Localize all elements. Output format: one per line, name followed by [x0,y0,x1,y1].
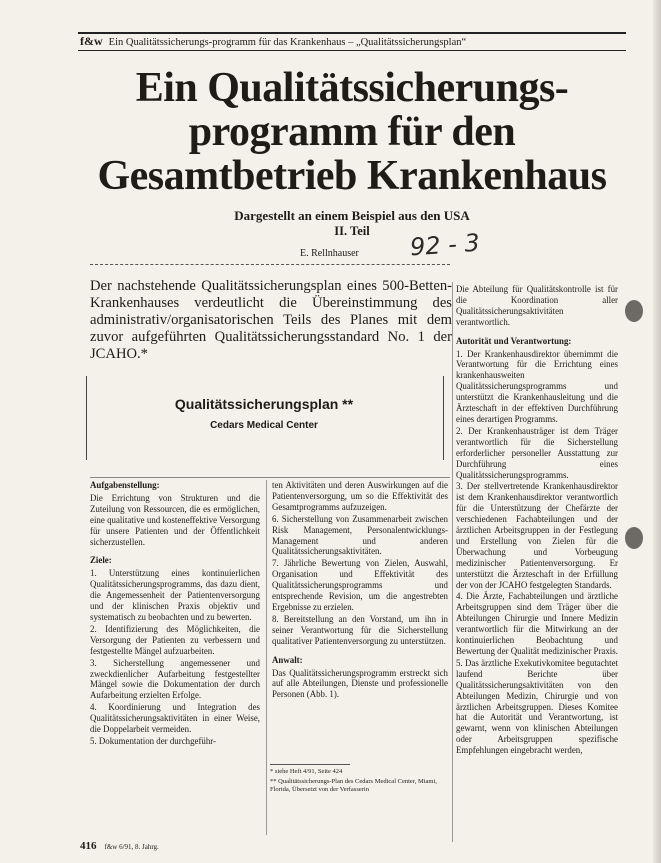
intro-paragraph: Der nachstehende Qualitätssicherungsplan eines 500-Betten-Krankenhauses verdeutlicht die Übereinstimmung des administrativ/organisatorischen Teils des Planes mit dem zuvor aufgeführten Qualitätssicherungsstandard No. 1 der JCAHO.* [90,278,452,362]
column-divider [452,282,453,842]
column-2 [272,480,448,701]
article-title [72,66,632,198]
plan-subtitle: Cedars Medical Center [210,420,318,431]
paragraph: Das Qualitätssicherungsprogramm erstreckt sich auf alle Abteilungen, Dienste und professionelle Personen (Abb. 1). [272,667,448,700]
column-divider [266,480,267,835]
list-item: 2. Der Krankenhausträger ist dem Träger verantwortlich für die Sicherstellung erforderlicher personeller Ausstattung zur Durchführung eines Qualitätssicherungsprogramms. [456,425,618,480]
column-3 [456,284,618,757]
plan-box [86,376,444,460]
running-header [78,32,626,51]
list-item: 3. Der stellvertretende Krankenhausdirektor ist dem Krankenhausdirektor verantwortlich für die Unterstützung der Chefärzte der verschiedenen Fachabteilungen und der ärztlichen Arbeitsgruppen in der Festlegung und Erstellung von Zielen für die Überwachung und Vorbeugung medizinischer Patientenversorgung. Er unterstützt die Ärzteschaft in der Erfüllung der von der JCAHO festgelegten Standards. [456,481,618,590]
list-item: 4. Die Ärzte, Fachabteilungen und ärztliche Arbeitsgruppen sind dem Träger über die Abteilungen Chirurgie und Innere Medizin verantwortlich für die Mitwirkung an der kontinuierlichen Beobachtung und Bewertung der Qualität medizinischer Praxis. [456,591,618,656]
footnote: * siehe Heft 4/91, Seite 424 [270,768,343,775]
list-item: 3. Sicherstellung angemessener und zweckdienlicher Aufarbeitung festgestellter Mängel sowie die Dokumentation der durch Aufarbeitung erzielten Erfolge. [90,657,260,701]
column-1 [90,480,260,748]
list-item: 6. Sicherstellung von Zusammenarbeit zwischen Risk Management, Personalentwicklungs-Management und anderen Qualitätssicherungsaktivitäten. [272,513,448,557]
section-heading: Anwalt: [272,654,303,665]
title-line-3: Gesamtbetrieb Krankenhaus [97,153,607,199]
page-edge [653,0,661,863]
list-item: 1. Der Krankenhausdirektor übernimmt die Verantwortung für die Errichtung eines krankenhausweiten Qualitätssicherungsprogramms und unterstützt die Krankenhausleitung und die Ärzteschaft in der effektiven Durchführung eines derartigen Programms. [456,348,618,424]
punch-hole [625,300,643,322]
list-item: 4. Koordinierung und Integration des Qualitätssicherungsaktivitäten in einer Weise, die Doppelarbeit vermeiden. [90,702,260,735]
article-subtitle: Dargestellt an einem Beispiel aus den USA [234,208,470,223]
footnote: ** Qualitätssicherungs-Plan des Cedars Medical Center, Miami, Florida, Übersetzt von der Verfasserin [270,778,437,793]
divider [90,264,450,265]
title-line-2: programm für den [188,109,516,155]
article-part: II. Teil [334,224,370,238]
column-top-rule [90,477,450,478]
list-item: 8. Bereitstellung an den Vorstand, um ihn in seiner Verantwortung für die Sicherstellung qualitativer Patientenversorgung zu unterstützen. [272,613,448,646]
section-heading: Ziele: [90,555,112,566]
article-author: E. Rellnhauser [300,248,359,259]
list-item: 1. Unterstützung eines kontinuierlichen Qualitätssicherungsprogramms, das dazu dient, die Angemessenheit der Patientenversorgung und der klinischen Praxis objektiv und systematisch zu beobachten und zu bewerten. [90,568,260,622]
list-item: 7. Jährliche Bewertung von Zielen, Auswahl, Organisation und Effektivität des Qualitätssicherungsprogramms und entsprechende Revision, um die angestrebten Ergebnisse zu erzielen. [272,558,448,612]
footnote-rule [270,764,350,765]
page-number: 416 [80,840,97,852]
section-heading: Autorität und Verantwortung: [456,335,572,346]
page-footer [80,840,159,852]
paragraph: Die Errichtung von Strukturen und die Zuteilung von Ressourcen, die es ermöglichen, eine qualitative und kosteneffektive Versorgung für unsere Patienten und der Öffentlichkeit sicherzustellen. [90,492,260,547]
journal-logo: f&w [80,34,103,48]
list-item: 5. Dokumentation der durchgeführ- [90,735,217,746]
issue-info: f&w 6/91, 8. Jahrg. [104,843,159,851]
paragraph: Die Abteilung für Qualitätskontrolle ist für die Koordination aller Qualitätssicherungsaktivitäten verantwortlich. [456,284,618,327]
list-item: 5. Das ärztliche Exekutivkomitee begutachtet laufend Berichte über Qualitätssicherungsaktivitäten von den Abteilungen Medizin, Chirurgie und von ärztlichen Arbeitsgruppen. Dieses Komitee hat die Autorität und Verantwortung, ist gewarnt, wenn von klinischen Abteilungen oder Arbeitsgruppen spezifische Empfehlungen eingebracht werden, [456,657,618,756]
handwritten-note: 92 - 3 [409,228,481,262]
footnotes [270,768,450,796]
list-item: 2. Identifizierung des Möglichkeiten, die Versorgung der Patienten zu verbessern und festgestellte Mängel aufzuarbeiten. [90,623,260,656]
running-header-text: Ein Qualitätssicherungs-programm für das Krankenhaus – „Qualitätssicherungsplan“ [108,37,467,48]
title-line-1: Ein Qualitätssicherungs- [135,65,569,111]
section-heading: Aufgabenstellung: [90,480,160,490]
plan-title: Qualitätssicherungsplan ** [174,396,354,412]
list-item: ten Aktivitäten und deren Auswirkungen auf die Patientenversorgung, um so die Effektivität des Gesamtprogramms aufzuzeigen. [272,480,448,512]
punch-hole [625,527,643,549]
